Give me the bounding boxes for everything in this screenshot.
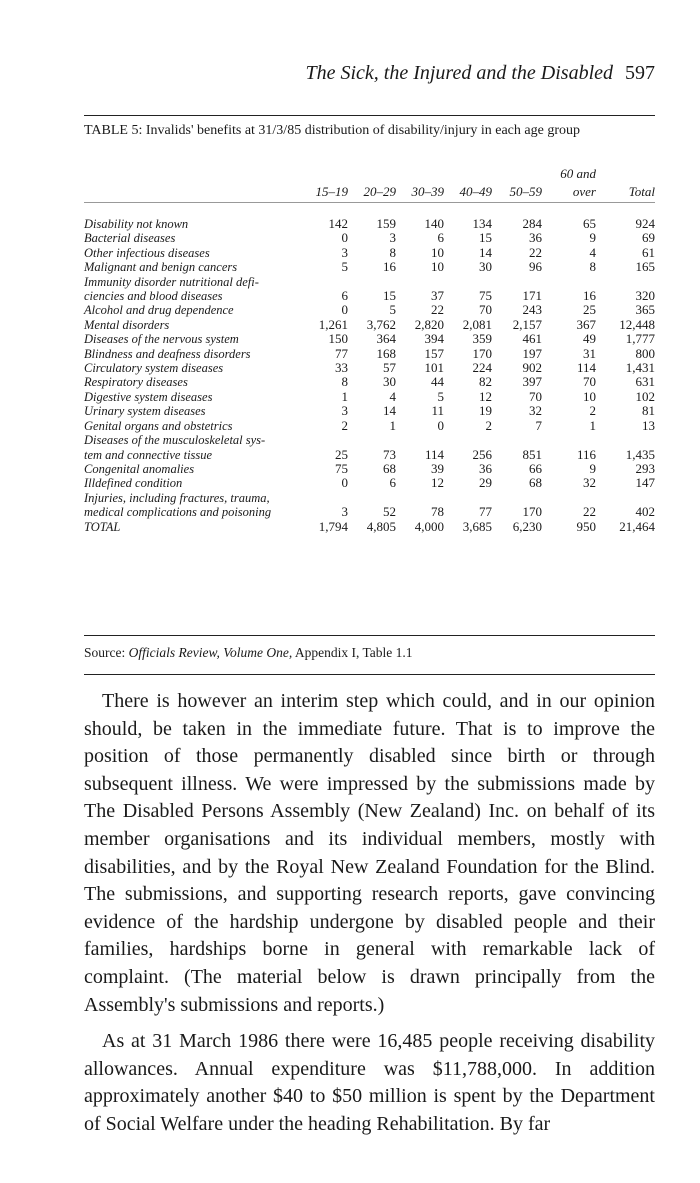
col-head: 40–49 [459,184,492,199]
table-cell: 851 [522,446,542,462]
table-cell-empty [348,433,396,447]
row-label: Other infectious diseases [84,245,210,260]
row-label: Alcohol and drug dependence [84,303,234,318]
table-cell: 168 [376,345,396,361]
row-label: Digestive system diseases [84,389,213,404]
col-head: over [572,184,596,199]
table-cell: 77 [479,504,492,520]
row-label: TOTAL [84,519,121,534]
table-cell: 461 [522,331,542,347]
table-cell: 142 [328,216,348,231]
col-head-top [396,166,444,182]
table-cell: 9 [589,460,596,476]
source-reference: Appendix I, Table 1.1 [294,645,413,660]
table-cell: 140 [424,216,444,231]
table-cell: 70 [479,302,492,318]
row-label: Genital organs and obstetrics [84,418,233,433]
col-head-top: 60 and [560,166,596,181]
table-cell-empty [596,491,655,505]
table-cell: 13 [642,417,655,433]
table-cell: 9 [589,230,596,246]
table-cell: 33 [335,360,348,376]
table-cell: 16 [583,288,596,304]
table-cell: 147 [635,475,655,491]
table-cell: 1,435 [625,446,655,462]
table-cell: 12 [431,475,444,491]
table-cell: 10 [583,388,596,404]
row-label: Circulatory system diseases [84,361,224,376]
table-body [84,217,655,534]
table-cell: 36 [529,230,542,246]
table-cell: 1 [389,417,396,433]
table-row [84,347,655,361]
table-cell-empty [542,491,596,505]
table-row [84,275,655,289]
table-row [84,303,655,317]
table-cell: 3 [341,403,348,419]
table-cell: 6 [341,288,348,304]
table-cell: 82 [479,374,492,390]
table-row [84,217,655,231]
table-cell: 364 [376,331,396,347]
table-cell: 68 [383,460,396,476]
table-row [84,231,655,245]
table-cell: 25 [583,302,596,318]
row-label: Injuries, including fractures, trauma, [84,490,270,505]
table-cell-empty [596,433,655,447]
table-cell: 6,230 [512,518,542,534]
table-cell-empty [396,275,444,289]
table-cell: 3,685 [462,518,492,534]
table-cell: 39 [431,460,444,476]
table-cell: 44 [431,374,444,390]
table-cell: 96 [529,259,542,275]
table-cell: 0 [437,417,444,433]
table-cell: 1 [589,417,596,433]
table-cell: 21,464 [619,518,655,534]
table-cell-empty [396,433,444,447]
table-cell: 631 [635,374,655,390]
page-number: 597 [625,62,655,84]
table-cell: 367 [576,316,596,332]
table-cell: 6 [389,475,396,491]
section-rule [84,674,655,675]
table-cell: 4,000 [414,518,444,534]
table-cell: 16 [383,259,396,275]
table-cell-empty [348,275,396,289]
table-cell: 8 [341,374,348,390]
table-cell: 36 [479,460,492,476]
table-cell: 14 [479,244,492,260]
row-label: Immunity disorder nutritional defi- [84,274,259,289]
table-cell: 365 [635,302,655,318]
disability-table [84,166,655,534]
table-cell: 75 [335,460,348,476]
row-label: Mental disorders [84,317,170,332]
table-cell: 293 [635,460,655,476]
table-cell: 2 [341,417,348,433]
table-cell-empty [492,433,542,447]
table-cell-empty [542,433,596,447]
table-cell: 1,794 [318,518,348,534]
table-cell: 0 [341,302,348,318]
table-cell-empty [296,433,348,447]
table-cell: 4 [389,388,396,404]
table-cell-empty [396,491,444,505]
table-cell: 3,762 [366,316,396,332]
row-label: ciencies and blood diseases [84,289,223,304]
row-label: Bacterial diseases [84,231,176,246]
table-row [84,419,655,433]
table-cell: 37 [431,288,444,304]
table-cell-empty [596,275,655,289]
table-cell: 402 [635,504,655,520]
table-cell-empty [492,491,542,505]
row-label: medical complications and poisoning [84,505,272,520]
table-cell: 31 [583,345,596,361]
table-row [84,390,655,404]
table-cell-empty [296,275,348,289]
table-cell: 0 [341,475,348,491]
table-cell: 78 [431,504,444,520]
table-cell-empty [444,275,492,289]
table-cell: 284 [522,216,542,231]
body-text [84,688,655,1148]
table-cell-empty [444,491,492,505]
table-cell: 924 [635,216,655,231]
table-cell: 81 [642,403,655,419]
table-cell-empty [542,275,596,289]
table-row [84,448,655,462]
table-cell: 197 [522,345,542,361]
table-cell: 157 [424,345,444,361]
table-cell: 12,448 [619,316,655,332]
table-cell: 12 [479,388,492,404]
table-top-rule [84,115,655,116]
col-head-top [596,166,655,182]
table-cell: 165 [635,259,655,275]
table-cell: 5 [389,302,396,318]
table-cell: 2,157 [512,316,542,332]
table-row [84,361,655,375]
table-cell-empty [444,433,492,447]
table-cell: 359 [472,331,492,347]
table-row [84,289,655,303]
table-cell: 256 [472,446,492,462]
running-title: The Sick, the Injured and the Disabled [305,62,613,84]
table-cell: 1,431 [625,360,655,376]
source-title: Officials Review, Volume One, [128,645,293,660]
table-cell: 4,805 [366,518,396,534]
table-cell: 114 [576,360,596,376]
table-cell: 397 [522,374,542,390]
table-cell: 170 [522,504,542,520]
row-label: Respiratory diseases [84,375,188,390]
table-cell: 66 [529,460,542,476]
table-cell: 7 [535,417,542,433]
table-cell: 10 [431,244,444,260]
row-label: Congenital anomalies [84,461,195,476]
table-cell: 61 [642,244,655,260]
table-cell: 2 [485,417,492,433]
table-row [84,375,655,389]
table-cell: 32 [583,475,596,491]
col-head: Total [628,184,655,199]
table-cell: 70 [529,388,542,404]
table-cell: 800 [635,345,655,361]
table-cell: 950 [576,518,596,534]
table-source [84,645,655,661]
table-row [84,491,655,505]
col-head: 30–39 [411,184,444,199]
table-cell-empty [492,275,542,289]
col-head: 50–59 [509,184,542,199]
table-cell: 1 [341,388,348,404]
table-row [84,433,655,447]
table-cell: 114 [424,446,444,462]
table-cell: 57 [383,360,396,376]
row-label: Disability not known [84,217,189,231]
header-row [84,182,655,203]
table-cell: 69 [642,230,655,246]
source-label: Source: [84,645,126,660]
table-cell: 3 [389,230,396,246]
table-cell: 3 [341,244,348,260]
table-row [84,520,655,534]
row-label: Malignant and benign cancers [84,260,238,275]
body-paragraph: There is however an interim step which could, and in our opinion should, be taken in the immediate future. That is to improve the position of those permanently disabled since birth or through subsequent illness. We were impressed by the submissions made by The Disabled Persons Assembly (New Zealand) Inc. on behalf of its member organisations and its individual members, mostly with disabilities, and by the Royal New Zealand Foundation for the Blind. The submissions, and supporting research reports, gave convincing evidence of the hardship undergone by disabled people and their families, hardships borne in general with remarkable lack of complaint. (The material below is drawn principally from the Assembly's submissions and reports.) [84,690,655,1016]
table-cell: 65 [583,216,596,231]
table-row [84,260,655,274]
col-head-top [492,166,542,182]
table-cell: 22 [529,244,542,260]
table-row [84,404,655,418]
table-cell: 1,261 [318,316,348,332]
running-head [250,62,655,85]
table-cell: 49 [583,331,596,347]
row-label: Diseases of the musculoskeletal sys- [84,433,266,448]
row-label: Illdefined condition [84,476,183,491]
table-cell: 10 [431,259,444,275]
table-cell: 134 [472,216,492,231]
table-cell: 30 [479,259,492,275]
table-cell: 902 [522,360,542,376]
row-label: tem and connective tissue [84,447,213,462]
table-cell: 11 [431,403,444,419]
table-row [84,246,655,260]
table-cell: 15 [479,230,492,246]
table-cell: 73 [383,446,396,462]
table-cell: 15 [383,288,396,304]
table-cell: 1,777 [625,331,655,347]
table-cell: 171 [522,288,542,304]
table-row [84,505,655,519]
table-cell: 25 [335,446,348,462]
table-cell: 116 [576,446,596,462]
table-cell: 5 [341,259,348,275]
table-cell: 32 [529,403,542,419]
table-cell: 3 [341,504,348,520]
table-cell: 22 [583,504,596,520]
row-label: Blindness and deafness disorders [84,346,251,361]
table-cell: 170 [472,345,492,361]
col-head: 15–19 [315,184,348,199]
table-caption: TABLE 5: Invalids' benefits at 31/3/85 distribution of disability/injury in each age group [84,123,580,138]
table-cell: 5 [437,388,444,404]
table-cell: 320 [635,288,655,304]
col-head-top [444,166,492,182]
table-cell: 224 [472,360,492,376]
table-cell: 102 [635,388,655,404]
table-cell: 22 [431,302,444,318]
table-cell: 8 [589,259,596,275]
table-cell: 68 [529,475,542,491]
table-cell: 19 [479,403,492,419]
table-cell: 52 [383,504,396,520]
table-row [84,462,655,476]
row-label: Urinary system diseases [84,404,206,419]
table-cell: 8 [389,244,396,260]
table-cell: 394 [424,331,444,347]
body-paragraph: As at 31 March 1986 there were 16,485 people receiving disability allowances. Annual expenditure was $11,788,000. In addition approximately another $40 to $50 million is spent by the Department of Social Welfare under the heading Rehabilitation. By far [84,1030,655,1135]
table-cell: 29 [479,475,492,491]
table-cell: 70 [583,374,596,390]
table-cell: 101 [424,360,444,376]
table-bottom-rule [84,635,655,636]
row-label: Diseases of the nervous system [84,332,239,347]
table-cell: 2,820 [414,316,444,332]
table-cell: 6 [437,230,444,246]
table-row [84,332,655,346]
table-cell-empty [348,491,396,505]
table-cell: 14 [383,403,396,419]
table-cell: 150 [328,331,348,347]
table-cell: 159 [376,216,396,231]
table-cell: 0 [341,230,348,246]
table-cell: 2 [589,403,596,419]
table-cell-empty [296,491,348,505]
table-cell: 77 [335,345,348,361]
header-row-top [84,166,655,182]
table-cell: 4 [589,244,596,260]
table-cell: 243 [522,302,542,318]
table-row [84,318,655,332]
table-cell: 75 [479,288,492,304]
table-cell: 30 [383,374,396,390]
col-head-top [348,166,396,182]
table-cell: 2,081 [462,316,492,332]
col-head-top [296,166,348,182]
table-row [84,476,655,490]
col-head: 20–29 [363,184,396,199]
